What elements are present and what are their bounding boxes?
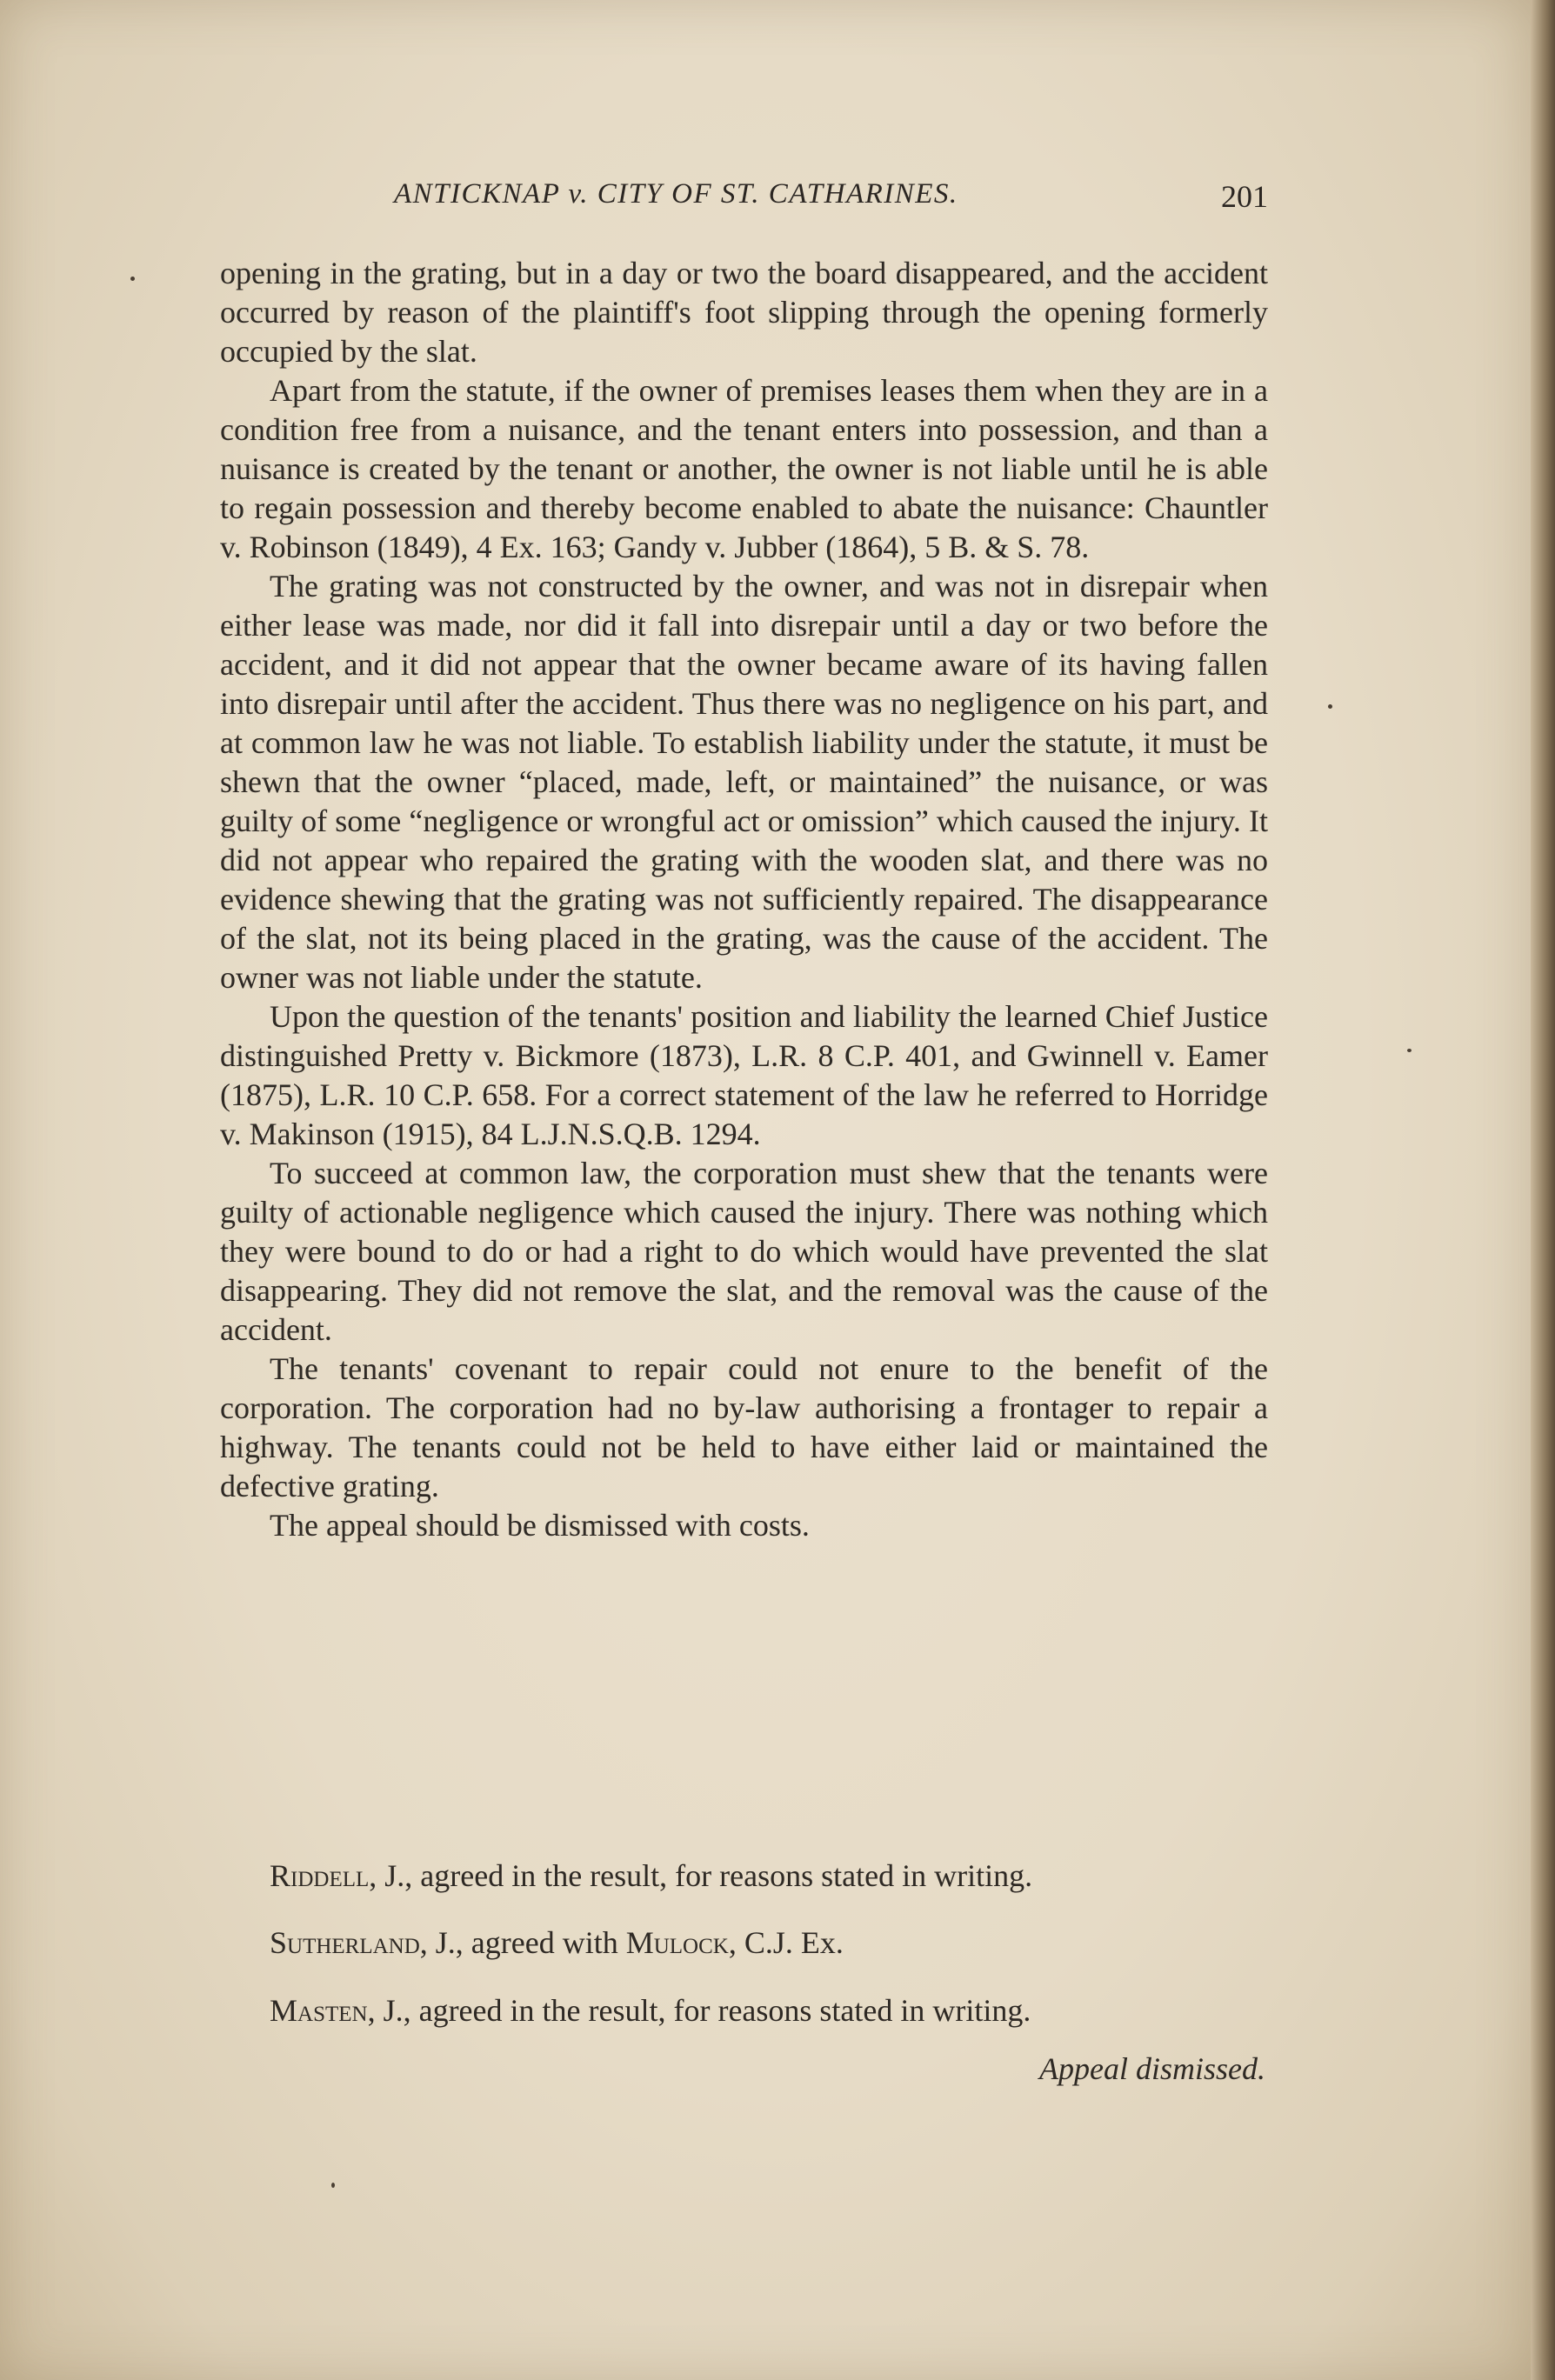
paper-speck (1407, 1049, 1412, 1052)
paragraph: Upon the question of the tenants' position and liability the learned Chief Justice distinguished Pretty v. Bickmore (1873), L.R. 8 C.P. 401, and Gwinnell v. Eamer (1875), L.R. 10 C.P. 658. For a correct statement of the law he referred to Horridge v. Makinson (1915), 84 L.J.N.S.Q.B. 1294. (220, 999, 1268, 1151)
body-text (220, 254, 1268, 1545)
paragraph: The tenants' covenant to repair could not enure to the benefit of the corporation. The corporation had no by-law authorising a frontager to repair a highway. The tenants could not be held to have either laid or maintained the defective grating. (220, 1351, 1268, 1503)
judge-text: , J., agreed with (419, 1925, 626, 1960)
judge-text: , J., agreed in the result, for reasons stated in writing. (369, 1858, 1033, 1893)
paper-speck (331, 2183, 335, 2188)
judge-name: Mulock (625, 1925, 729, 1960)
paragraph: The grating was not constructed by the owner, and was not in disrepair when either lease was made, nor did it fall into disrepair until a day or two before the accident, and it did not appear that the owner became aware of its having fallen into disrepair until after the accident. Thus there was no negligence on his part, and at common law he was not liable. To establish liability under the statute, it must be shewn that the owner “placed, made, left, or maintained” the nuisance, or was guilty of some “negligence or wrongful act or omission” which caused the injury. It did not appear who repaired the grating with the wooden slat, and there was no evidence shewing that the grating was not sufficiently repaired. The disappearance of the slat, not its being placed in the grating, was the cause of the accident. The owner was not liable under the statute. (220, 569, 1268, 995)
judge-name: Riddell (270, 1858, 370, 1893)
page-edge (1531, 0, 1555, 2380)
judge-statement-sutherland (220, 1923, 1268, 1963)
disposition: Appeal dismissed. (1039, 2051, 1265, 2086)
judge-name: Sutherland (270, 1925, 420, 1960)
paragraph: Apart from the statute, if the owner of premises leases them when they are in a condition free from a nuisance, and the tenant enters into possession, and than a nuisance is created by the tenant or another, the owner is not liable until he is able to regain possession and thereby become enabled to abate the nuisance: Chauntler v. Robinson (1849), 4 Ex. 163; Gandy v. Jubber (1864), 5 B. & S. 78. (220, 373, 1268, 564)
judge-text: , J., agreed in the result, for reasons stated in writing. (367, 1993, 1031, 2028)
paragraph: The appeal should be dismissed with costs. (270, 1508, 810, 1543)
running-head (220, 178, 1268, 222)
page-number: 201 (1221, 179, 1268, 214)
paper-speck (1328, 704, 1332, 709)
running-title: ANTICKNAP v. CITY OF ST. CATHARINES. (394, 178, 958, 210)
judge-name: Masten (270, 1993, 368, 2028)
judge-text: , C.J. Ex. (728, 1925, 844, 1960)
paragraph: To succeed at common law, the corporation must shew that the tenants were guilty of actionable negligence which caused the injury. There was nothing which they were bound to do or had a right to do which would have prevented the slat disappearing. They did not remove the slat, and the removal was the cause of the accident. (220, 1156, 1268, 1347)
paper-speck (130, 277, 135, 281)
judge-statement-riddell (220, 1857, 1268, 1896)
judge-statement-masten (220, 1991, 1268, 2030)
paragraph: opening in the grating, but in a day or two the board disappeared, and the accident occurred by reason of the plaintiff's foot slipping through the opening formerly occupied by the slat. (220, 256, 1268, 369)
